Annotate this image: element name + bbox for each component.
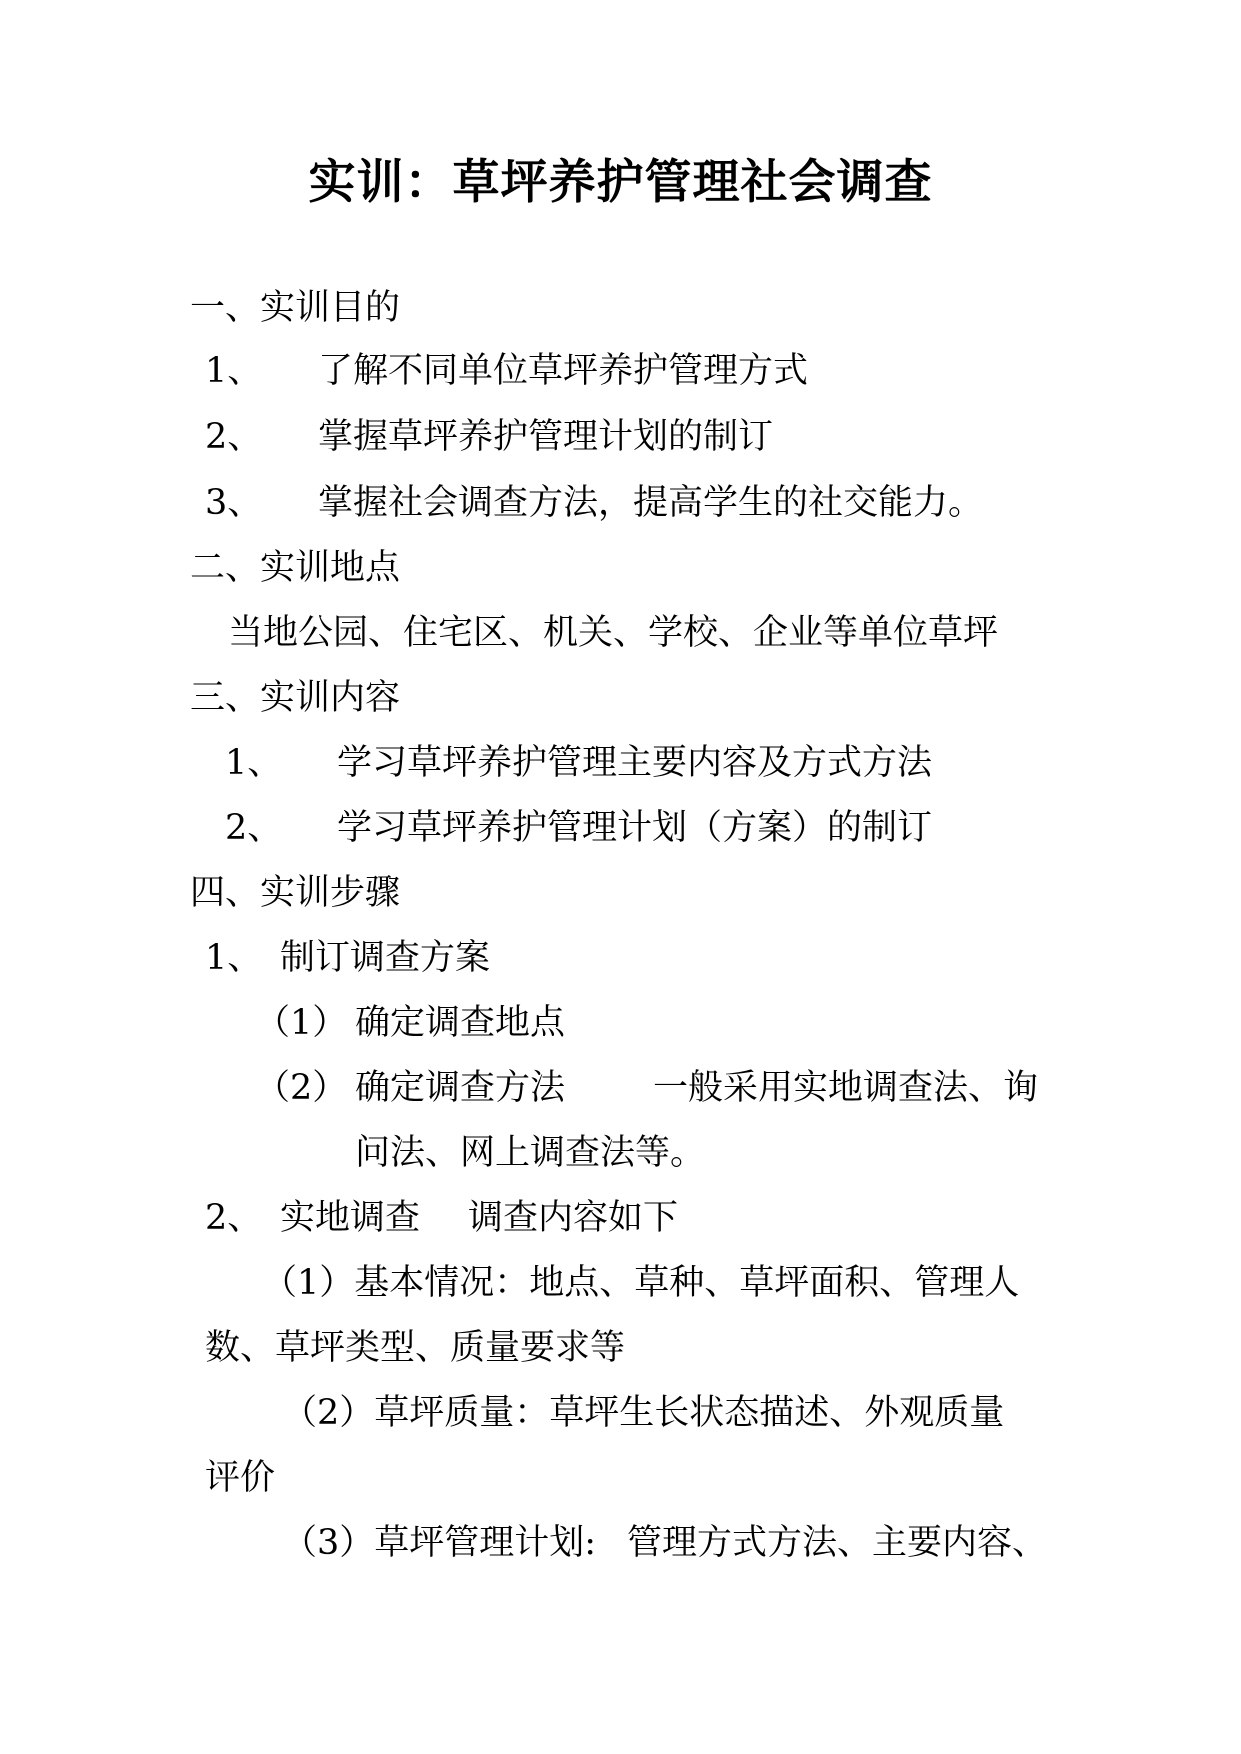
list-item-number: 1、 xyxy=(225,743,283,783)
list-item-number: 3、 xyxy=(205,483,263,523)
paragraph-line: （3）草坪管理计划: xyxy=(282,1523,597,1563)
step-text: 制订调查方案 xyxy=(280,938,491,978)
substep-text: 确定调查地点 xyxy=(355,1003,566,1043)
paragraph-line: 评价 xyxy=(205,1458,276,1498)
list-item-text: 学习草坪养护管理主要内容及方式方法 xyxy=(337,743,933,783)
paragraph-line: 数、草坪类型、质量要求等 xyxy=(205,1328,626,1368)
paragraph-line: （2）草坪质量：草坪生长状态描述、外观质量 xyxy=(282,1393,1005,1433)
list-item-text: 掌握草坪养护管理计划的制订 xyxy=(318,417,774,457)
list-item-number: 1、 xyxy=(205,351,263,391)
list-item-number: 2、 xyxy=(225,808,283,848)
section-heading-steps: 四、实训步骤 xyxy=(190,873,401,913)
substep-detail: 一般采用实地调查法、询 xyxy=(653,1068,1039,1108)
step-number: 1、 xyxy=(205,938,263,978)
section-heading-content: 三、实训内容 xyxy=(190,678,401,718)
substep-number: （2） xyxy=(255,1068,348,1108)
paragraph-line: （1）基本情况：地点、草种、草坪面积、管理人 xyxy=(262,1263,1020,1303)
step-text: 实地调查 xyxy=(280,1198,421,1238)
document-title: 实训：草坪养护管理社会调查 xyxy=(308,155,933,210)
step-detail: 调查内容如下 xyxy=(468,1198,679,1238)
substep-continuation: 问法、网上调查法等。 xyxy=(355,1133,706,1173)
location-text: 当地公园、住宅区、机关、学校、企业等单位草坪 xyxy=(228,613,999,653)
paragraph-detail: 管理方式方法、主要内容、 xyxy=(627,1523,1048,1563)
list-item-text: 学习草坪养护管理计划（方案）的制订 xyxy=(337,808,933,848)
substep-text: 确定调查方法 xyxy=(355,1068,566,1108)
list-item-number: 2、 xyxy=(205,417,263,457)
section-heading-purpose: 一、实训目的 xyxy=(190,288,401,328)
substep-number: （1） xyxy=(255,1003,348,1043)
list-item-text: 掌握社会调查方法，提高学生的社交能力。 xyxy=(318,483,984,523)
step-number: 2、 xyxy=(205,1198,263,1238)
list-item-text: 了解不同单位草坪养护管理方式 xyxy=(318,351,809,391)
section-heading-location: 二、实训地点 xyxy=(190,548,401,588)
